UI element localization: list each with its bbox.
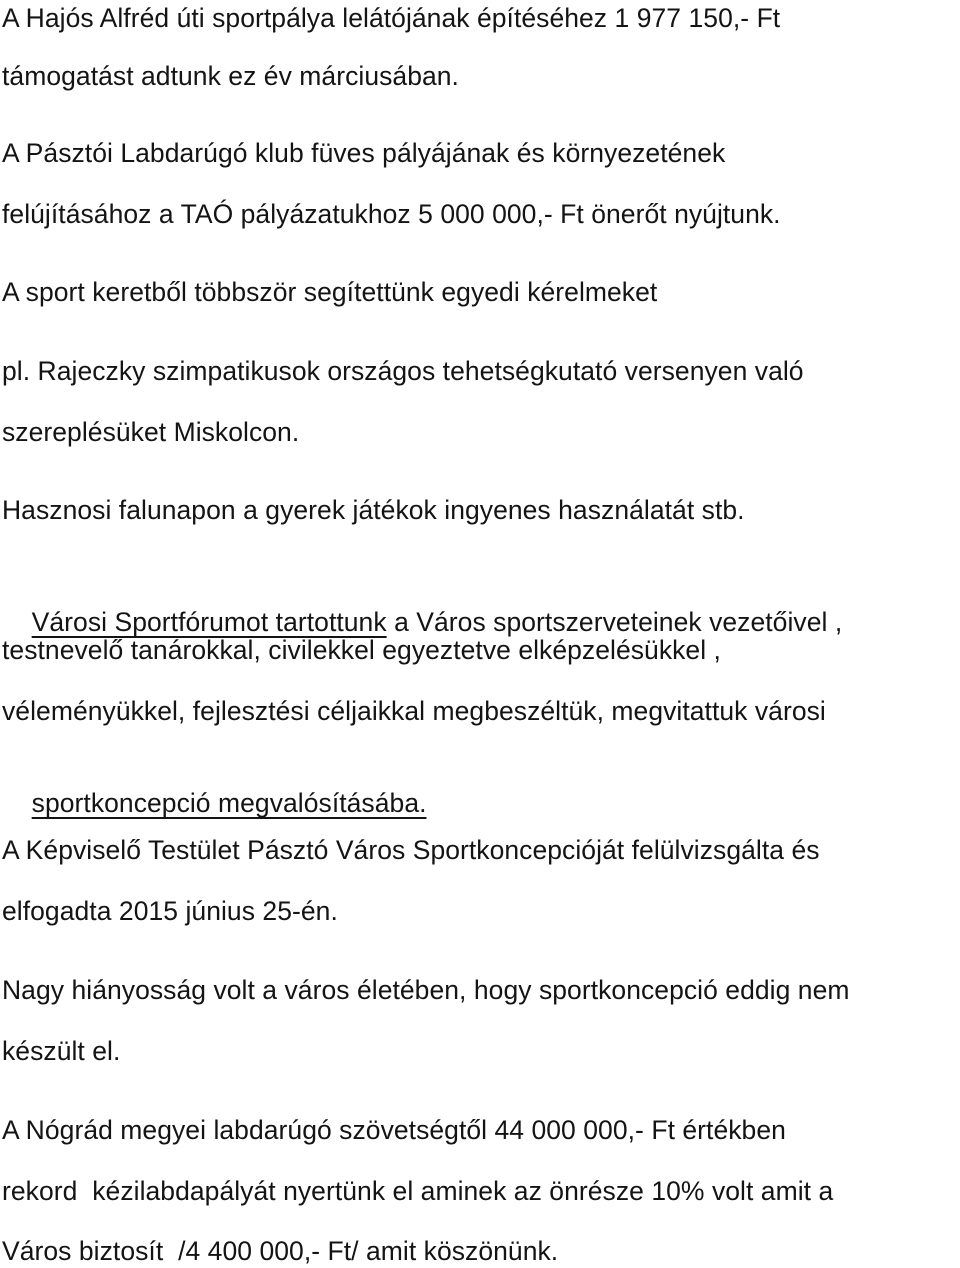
paragraph-8-line-2: rekord kézilabdapályát nyertünk el aminek az önrésze 10% volt amit a xyxy=(2,1176,834,1206)
paragraph-3-line-1: A sport keretből többször segítettünk egyedi kérelmeket xyxy=(2,277,658,307)
paragraph-7-line-2: készült el. xyxy=(2,1036,121,1066)
paragraph-4-line-1: Hasznosi falunapon a gyerek játékok ingyenes használatát stb. xyxy=(2,495,745,525)
paragraph-3-line-2: pl. Rajeczky szimpatikusok országos tehetségkutató versenyen való xyxy=(2,356,804,386)
paragraph-5-line-3: véleményükkel, fejlesztési céljaikkal megbeszéltük, megvitattuk városi xyxy=(2,696,826,726)
paragraph-2-line-1: A Pásztói Labdarúgó klub füves pályájának és környezetének xyxy=(2,138,726,168)
paragraph-1-line-1: A Hajós Alfréd úti sportpálya lelátójának építéséhez 1 977 150,- Ft xyxy=(2,3,781,33)
paragraph-6-line-1: A Képviselő Testület Pásztó Város Sportkoncepcióját felülvizsgálta és xyxy=(2,835,820,865)
paragraph-5-line-2: testnevelő tanárokkal, civilekkel egyeztetve elképzelésükkel , xyxy=(2,635,721,665)
paragraph-1-line-2: támogatást adtunk ez év márciusában. xyxy=(2,61,459,91)
paragraph-5-line-1-rest: a Város sportszerveteinek vezetőivel , xyxy=(386,607,843,637)
paragraph-8-line-3: Város biztosít /4 400 000,- Ft/ amit köszönünk. xyxy=(2,1236,559,1266)
underlined-conclusion: sportkoncepció megvalósításába. xyxy=(31,788,427,818)
paragraph-3-line-3: szereplésüket Miskolcon. xyxy=(2,417,300,447)
paragraph-7-line-1: Nagy hiányosság volt a város életében, hogy sportkoncepció eddig nem xyxy=(2,975,850,1005)
underlined-phrase: Városi Sportfórumot tartottunk xyxy=(31,607,387,637)
paragraph-8-line-1: A Nógrád megyei labdarúgó szövetségtől 44 000 000,- Ft értékben xyxy=(2,1115,786,1145)
paragraph-6-line-2: elfogadta 2015 június 25-én. xyxy=(2,896,338,926)
paragraph-2-line-2: felújításához a TAÓ pályázatukhoz 5 000 000,- Ft önerőt nyújtunk. xyxy=(2,199,781,229)
